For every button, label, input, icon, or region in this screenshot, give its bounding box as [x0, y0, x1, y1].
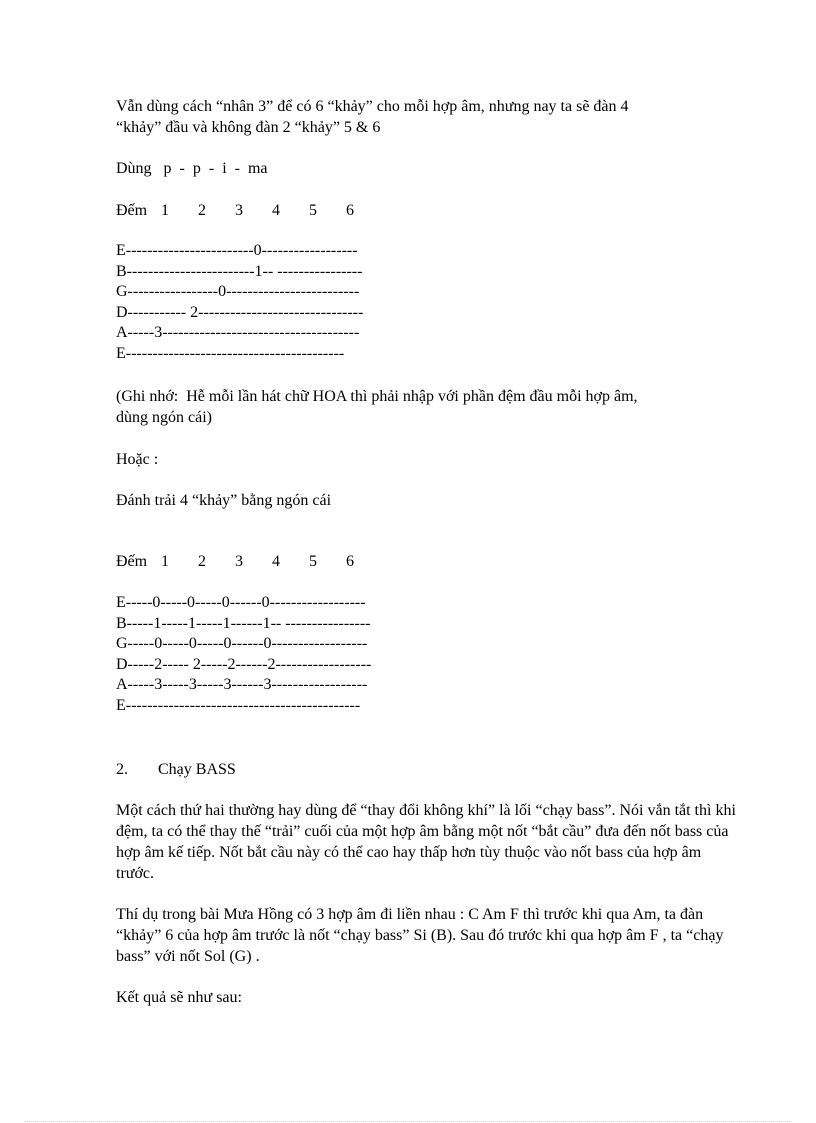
or-label: Hoặc :: [116, 451, 159, 468]
note-line-2: dùng ngón cái): [116, 409, 212, 426]
intro-line-1: Vẫn dùng cách “nhân 3” để có 6 “khảy” cho mỗi hợp âm, nhưng nay ta sẽ đàn 4: [116, 98, 629, 115]
count-row-1: [116, 200, 376, 221]
tab1-line-d: D----------- 2-------------------------------: [116, 304, 364, 321]
count-number: 3: [235, 202, 243, 219]
count-number: 3: [235, 553, 243, 570]
tab2-line-d: D-----2----- 2-----2------2------------------: [116, 656, 372, 673]
tab2-line-high-e: E-----0-----0-----0------0------------------: [116, 594, 366, 611]
count-label: Đếm: [116, 553, 148, 570]
bass-paragraph: Một cách thứ hai thường hay dùng để “thay đổi không khí” là lối “chạy bass”. Nói vắn tắt thì khi đệm, ta có thể thay thế “trải” cuối của một hợp âm bằng một nốt “bắt cầu” đưa đến nốt bass của hợp âm kế tiếp. Nốt bắt cầu này có thể cao hay thấp hơn tùy thuộc vào nốt bass của hợp âm trước.: [116, 802, 736, 882]
intro-line-2: “khảy” đầu và không đàn 2 “khảy” 5 & 6: [116, 119, 381, 136]
tab2-line-g: G-----0-----0-----0------0------------------: [116, 635, 368, 652]
page-bottom-rule: [24, 1121, 792, 1122]
tab2-line-low-e: E--------------------------------------------: [116, 697, 361, 714]
count-number: 6: [346, 202, 354, 219]
example-paragraph: Thí dụ trong bài Mưa Hồng có 3 hợp âm đi liền nhau : C Am F thì trước khi qua Am, ta đàn “khảy” 6 của hợp âm trước là nốt “chạy bass” Si (B). Sau đó trước khi qua hợp âm F , ta “chạy bass” với nốt Sol (G) .: [116, 906, 724, 965]
count-number: 1: [161, 553, 169, 570]
count-number: 6: [346, 553, 354, 570]
count-number: 2: [198, 202, 206, 219]
result-label: Kết quả sẽ như sau:: [116, 989, 242, 1006]
strum-text: Đánh trải 4 “khảy” bằng ngón cái: [116, 492, 332, 509]
count-label: Đếm: [116, 202, 148, 219]
count-number: 1: [161, 202, 169, 219]
section-number: 2.: [116, 761, 128, 778]
tab1-line-b: B------------------------1-- ----------------: [116, 263, 363, 280]
count-number: 5: [309, 202, 317, 219]
tab1-line-high-e: E------------------------0------------------: [116, 242, 358, 259]
tab1-line-low-e: E-----------------------------------------: [116, 345, 345, 362]
count-number: 2: [198, 553, 206, 570]
tab1-line-g: G-----------------0-------------------------: [116, 283, 360, 300]
section-title: Chạy BASS: [158, 761, 236, 778]
tab2-line-b: B-----1-----1-----1------1-- ----------------: [116, 615, 371, 632]
count-number: 4: [272, 553, 280, 570]
tab2-line-a: A-----3-----3-----3------3------------------: [116, 676, 368, 693]
tab1-line-a: A-----3-------------------------------------: [116, 324, 360, 341]
fingering-line: Dùng p - p - i - ma: [116, 160, 268, 177]
note-line-1: (Ghi nhớ: Hễ mỗi lần hát chữ HOA thì phải nhập với phần đệm đầu mỗi hợp âm,: [116, 388, 638, 405]
count-row-2: [116, 551, 376, 572]
count-number: 4: [272, 202, 280, 219]
count-number: 5: [309, 553, 317, 570]
